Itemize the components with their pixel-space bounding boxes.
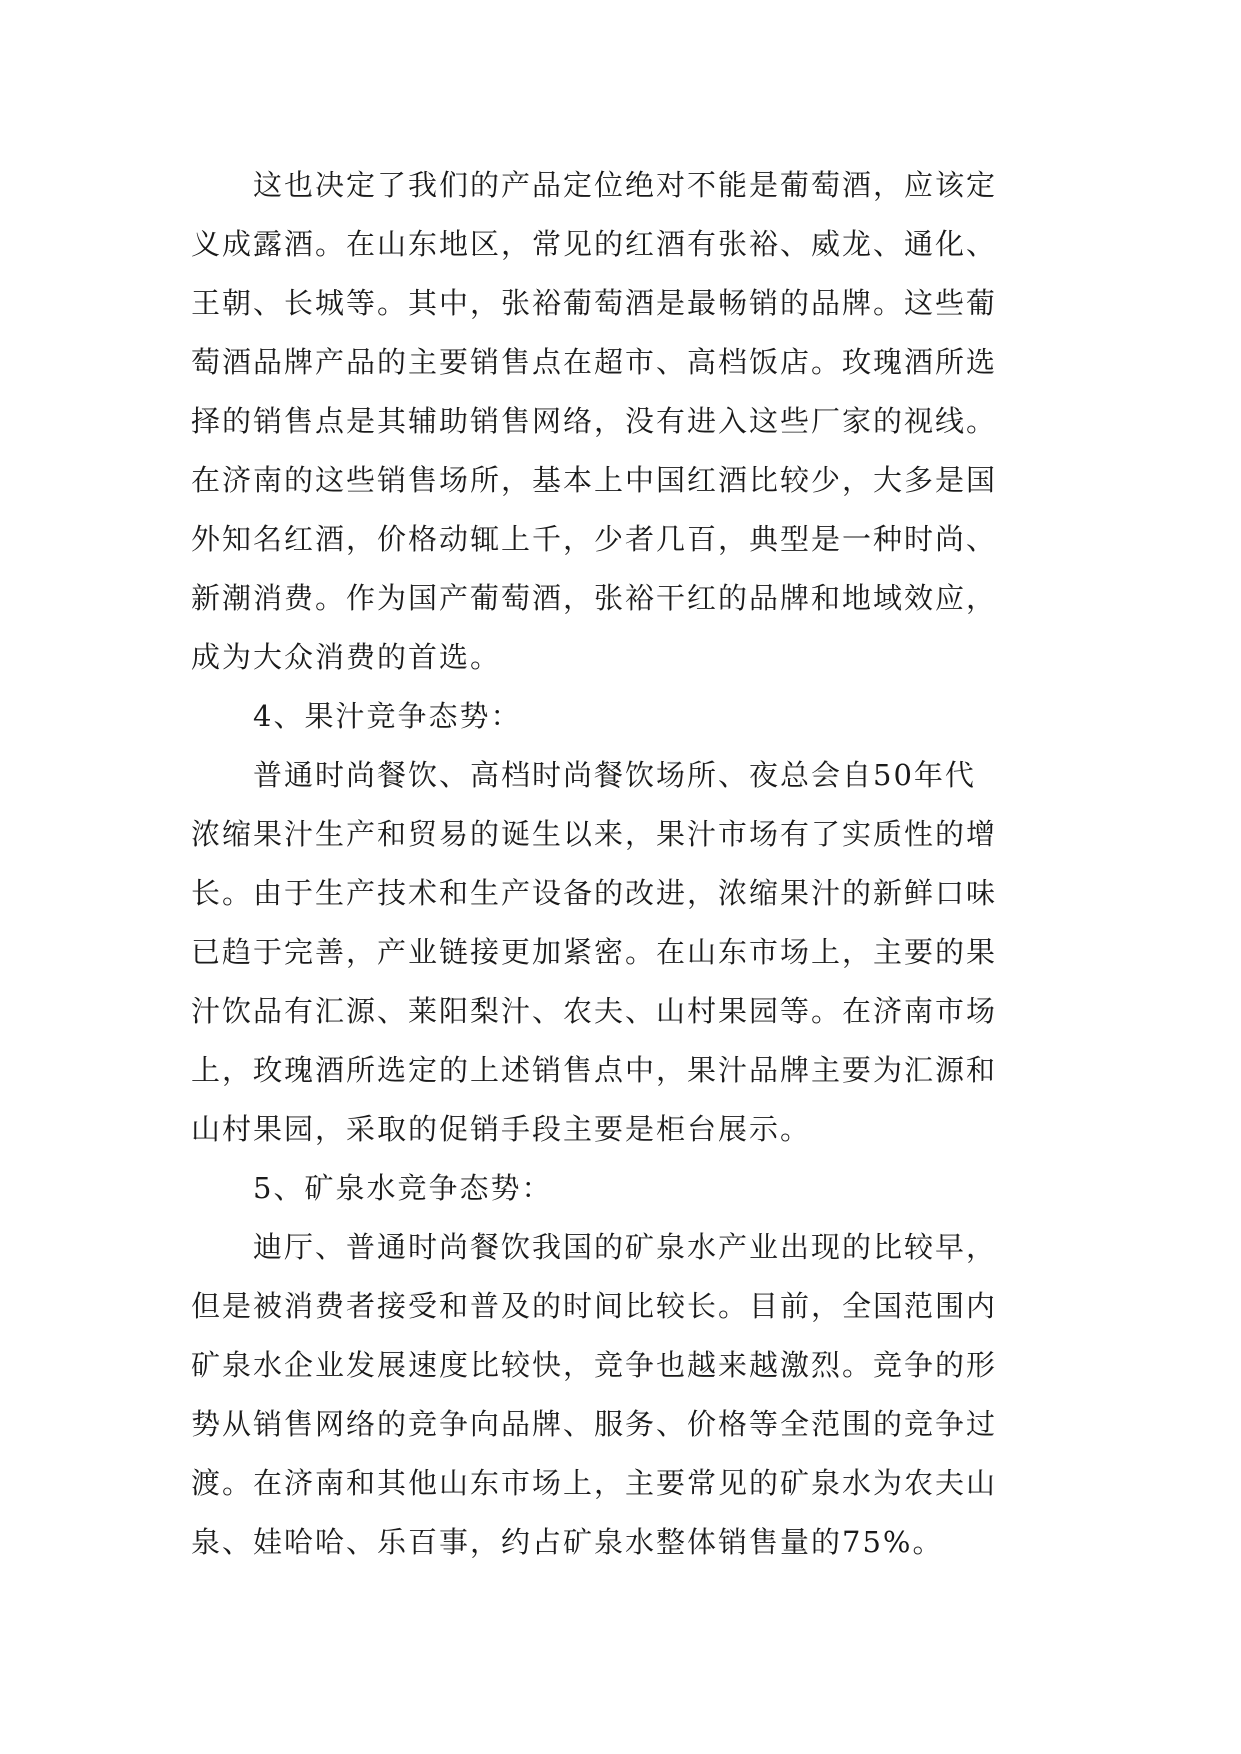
text-line: 山村果园，采取的促销手段主要是柜台展示。 bbox=[191, 1112, 812, 1146]
text-line: 5、矿泉水竞争态势： bbox=[191, 1171, 553, 1205]
text-line: 泉、娃哈哈、乐百事，约占矿泉水整体销售量的75%。 bbox=[191, 1525, 944, 1559]
text-line: 浓缩果汁生产和贸易的诞生以来，果汁市场有了实质性的增 bbox=[191, 817, 998, 851]
text-line: 长。由于生产技术和生产设备的改进，浓缩果汁的新鲜口味 bbox=[191, 876, 998, 910]
document-body bbox=[191, 156, 1071, 1572]
text-line: 渡。在济南和其他山东市场上，主要常见的矿泉水为农夫山 bbox=[191, 1466, 998, 1500]
text-line: 已趋于完善，产业链接更加紧密。在山东市场上，主要的果 bbox=[191, 935, 998, 969]
text-line: 汁饮品有汇源、莱阳梨汁、农夫、山村果园等。在济南市场 bbox=[191, 994, 998, 1028]
text-line: 4、果汁竞争态势： bbox=[191, 699, 522, 733]
text-line: 义成露酒。在山东地区，常见的红酒有张裕、威龙、通化、 bbox=[191, 227, 998, 261]
text-line: 普通时尚餐饮、高档时尚餐饮场所、夜总会自50年代 bbox=[191, 758, 976, 792]
text-line: 成为大众消费的首选。 bbox=[191, 640, 502, 674]
text-line: 外知名红酒，价格动辄上千，少者几百，典型是一种时尚、 bbox=[191, 522, 998, 556]
text-line: 王朝、长城等。其中，张裕葡萄酒是最畅销的品牌。这些葡 bbox=[191, 286, 998, 320]
text-line: 新潮消费。作为国产葡萄酒，张裕干红的品牌和地域效应， bbox=[191, 581, 998, 615]
text-line: 上，玫瑰酒所选定的上述销售点中，果汁品牌主要为汇源和 bbox=[191, 1053, 998, 1087]
text-line: 但是被消费者接受和普及的时间比较长。目前，全国范围内 bbox=[191, 1289, 998, 1323]
text-line: 在济南的这些销售场所，基本上中国红酒比较少，大多是国 bbox=[191, 463, 998, 497]
text-line: 这也决定了我们的产品定位绝对不能是葡萄酒，应该定 bbox=[191, 168, 998, 202]
text-line: 萄酒品牌产品的主要销售点在超市、高档饭店。玫瑰酒所选 bbox=[191, 345, 998, 379]
text-line: 择的销售点是其辅助销售网络，没有进入这些厂家的视线。 bbox=[191, 404, 998, 438]
text-line: 势从销售网络的竞争向品牌、服务、价格等全范围的竞争过 bbox=[191, 1407, 998, 1441]
text-line: 迪厅、普通时尚餐饮我国的矿泉水产业出现的比较早， bbox=[191, 1230, 998, 1264]
text-line: 矿泉水企业发展速度比较快，竞争也越来越激烈。竞争的形 bbox=[191, 1348, 998, 1382]
